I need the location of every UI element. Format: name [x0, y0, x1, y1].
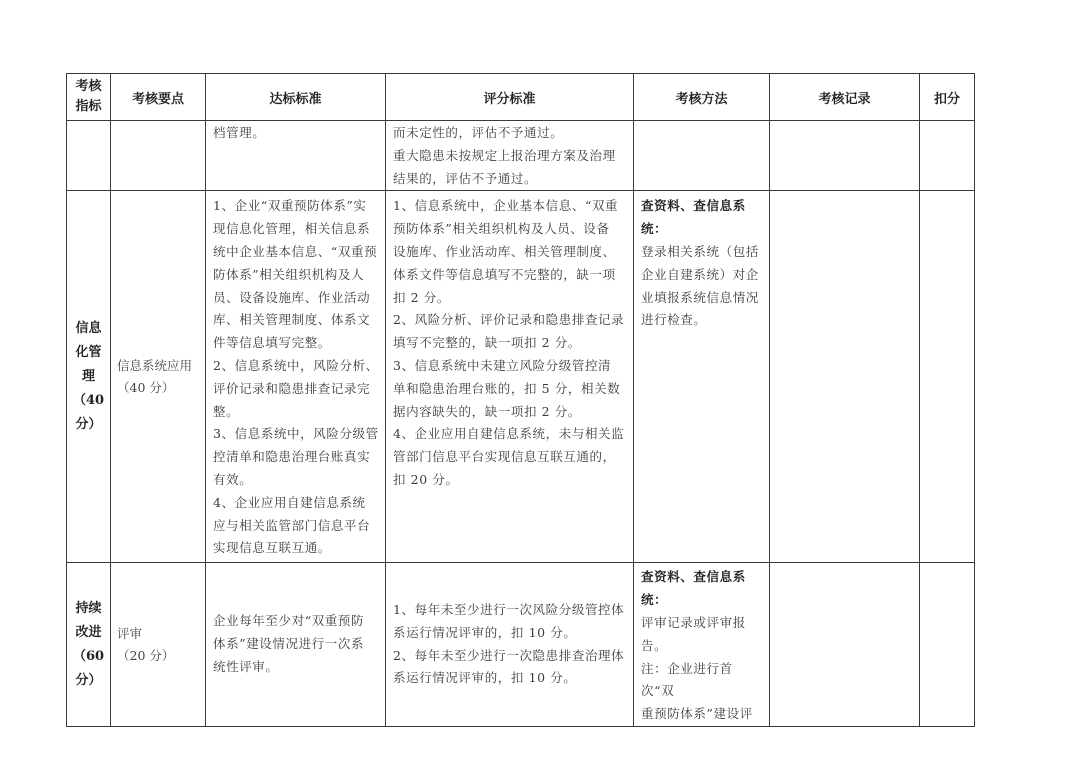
point-line: 信息系统应用 [117, 357, 193, 373]
indicator-line: 化管 [75, 344, 102, 360]
scoring-cell [386, 563, 634, 727]
standard-cell [206, 191, 386, 563]
scoring-cell [386, 191, 634, 563]
header-deduction: 扣分 [920, 74, 975, 121]
method-line: 业填报系统信息情况 [641, 289, 759, 305]
standard-line: 4、企业应用自建信息系统 [213, 494, 366, 510]
standard-cell [206, 121, 386, 191]
point-line: （20 分） [117, 647, 175, 663]
standard-line: 现信息化管理，相关信息系 [213, 221, 371, 237]
point-cell [111, 121, 206, 191]
header-record: 考核记录 [770, 74, 920, 121]
standard-line: 库、相关管理制度、体系文 [213, 312, 371, 328]
method-title: 查资料、查信息系统： [641, 198, 746, 237]
indicator-line: （40 [72, 392, 105, 408]
deduction-cell[interactable] [920, 563, 975, 727]
table-row [67, 191, 975, 563]
assessment-table [66, 73, 975, 727]
scoring-line: 填写不完整的，缺一项扣 2 分。 [393, 335, 582, 351]
scoring-line: 1、每年未至少进行一次风险分级管控体 [393, 602, 625, 618]
method-line: 登录相关系统（包括 [641, 243, 759, 259]
standard-line: 统中企业基本信息、“双重预 [213, 243, 378, 259]
standard-cell [206, 563, 386, 727]
standard-line: 评价记录和隐患排查记录完 [213, 380, 371, 396]
standard-line: 实现信息互联互通。 [213, 540, 331, 556]
standard-line: 防体系”相关组织机构及人 [213, 266, 365, 282]
deduction-cell[interactable] [920, 121, 975, 191]
standard-line: 整。 [213, 403, 240, 419]
method-cell [634, 121, 770, 191]
standard-line: 控清单和隐患治理台账真实 [213, 449, 371, 465]
standard-line: 件等信息填写完整。 [213, 335, 331, 351]
scoring-line: 结果的，评估不予通过。 [393, 170, 538, 186]
scoring-line: 单和隐患治理台账的，扣 5 分，相关数 [393, 380, 621, 396]
point-cell [111, 563, 206, 727]
standard-line: 应与相关监管部门信息平台 [213, 517, 371, 533]
scoring-cell [386, 121, 634, 191]
method-line: 进行检查。 [641, 312, 707, 328]
indicator-line: 信息 [75, 320, 102, 336]
table-row [67, 121, 975, 191]
scoring-line: 预防体系”相关组织机构及人员、设备 [393, 221, 610, 237]
scoring-line: 3、信息系统中未建立风险分级管控清 [393, 357, 612, 373]
scoring-line: 重大隐患未按规定上报治理方案及治理 [393, 147, 616, 163]
record-cell[interactable] [770, 563, 920, 727]
header-indicator-line: 指标 [75, 99, 102, 114]
standard-line: 员、设备设施库、作业活动 [213, 289, 371, 305]
indicator-cell [67, 563, 111, 727]
standard-line: 统性评审。 [213, 659, 279, 675]
method-line: 重预防体系”建设评 [641, 706, 753, 722]
scoring-line: 而未定性的，评估不予通过。 [393, 125, 564, 140]
method-line: 企业自建系统）对企 [641, 266, 759, 282]
scoring-line: 系运行情况评审的，扣 10 分。 [393, 624, 577, 640]
indicator-line: 分） [75, 416, 102, 432]
scoring-line: 4、企业应用自建信息系统，未与相关监 [393, 426, 625, 442]
standard-line: 1、企业“双重预防体系”实 [213, 198, 367, 214]
header-scoring: 评分标准 [386, 74, 634, 121]
method-line: 注：企业进行首次“双 [641, 660, 733, 699]
scoring-line: 体系文件等信息填写不完整的，缺一项 [393, 266, 616, 282]
method-cell [634, 563, 770, 727]
standard-line: 档管理。 [213, 125, 266, 140]
indicator-cell [67, 121, 111, 191]
standard-line: 体系”建设情况进行一次系 [213, 636, 365, 652]
scoring-line: 系运行情况评审的，扣 10 分。 [393, 670, 577, 686]
scoring-line: 据内容缺失的，缺一项扣 2 分。 [393, 403, 582, 419]
scoring-line: 2、风险分析、评价记录和隐患排查记录 [393, 312, 625, 328]
scoring-line: 设施库、作业活动库、相关管理制度、 [393, 243, 616, 259]
point-line: （40 分） [117, 379, 175, 395]
deduction-cell[interactable] [920, 191, 975, 563]
method-line: 告。 [641, 637, 668, 653]
scoring-line: 扣 20 分。 [393, 471, 459, 487]
indicator-cell [67, 191, 111, 563]
indicator-line: 分） [75, 672, 102, 688]
standard-line: 3、信息系统中，风险分级管 [213, 426, 379, 442]
scoring-line: 2、每年未至少进行一次隐患排查治理体 [393, 647, 625, 663]
header-standard: 达标标准 [206, 74, 386, 121]
point-line: 评审 [117, 625, 143, 641]
record-cell[interactable] [770, 191, 920, 563]
indicator-line: （60 [72, 648, 105, 664]
header-row [67, 74, 975, 121]
scoring-line: 扣 2 分。 [393, 289, 450, 305]
standard-line: 有效。 [213, 471, 253, 487]
standard-line: 企业每年至少对“双重预防 [213, 613, 365, 629]
scoring-line: 管部门信息平台实现信息互联互通的， [393, 449, 616, 465]
point-cell [111, 191, 206, 563]
standard-line: 2、信息系统中，风险分析、 [213, 357, 379, 373]
header-indicator [67, 74, 111, 121]
record-cell[interactable] [770, 121, 920, 191]
header-point: 考核要点 [111, 74, 206, 121]
indicator-line: 理 [81, 368, 95, 384]
header-method: 考核方法 [634, 74, 770, 121]
table-row [67, 563, 975, 727]
method-cell [634, 191, 770, 563]
indicator-line: 改进 [75, 624, 102, 640]
method-title: 查资料、查信息系统： [641, 569, 746, 608]
method-line: 评审记录或评审报 [641, 614, 746, 630]
indicator-line: 持续 [75, 600, 102, 616]
scoring-line: 1、信息系统中，企业基本信息、“双重 [393, 198, 619, 214]
header-indicator-line: 考核 [75, 79, 102, 94]
